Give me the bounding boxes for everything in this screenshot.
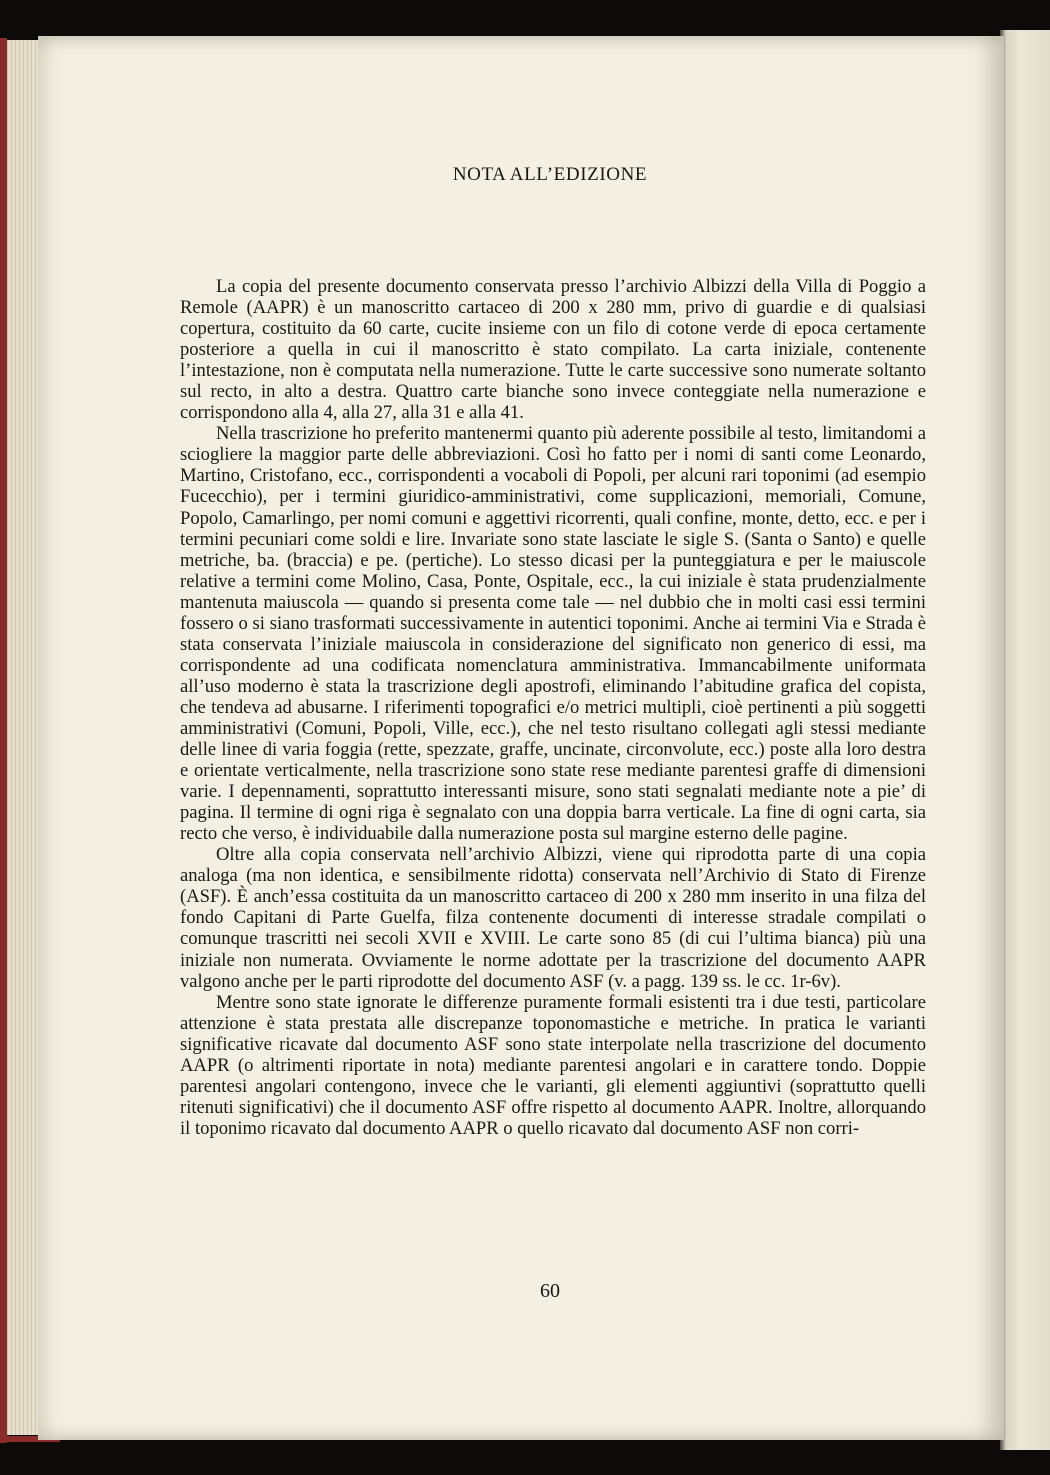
page-number: 60 <box>540 1280 560 1302</box>
book-cover-edge <box>0 38 7 1443</box>
paragraph: Nella trascrizione ho preferito mantenermi quanto più aderente possibile al testo, limitandomi a sciogliere la maggior parte delle abbreviazioni. Così ho fatto per i nomi di santi come Leonardo, Martino, Cristofano, ecc., corrispondenti a vocaboli di Popoli, per alcuni rari toponimi (ad esempio Fucecchio), per i termini giuridico-amministrativi, come supplicazioni, memoriali, Comune, Popolo, Camarlingo, per nomi comuni e aggettivi ricorrenti, quali confine, monte, detto, ecc. e per i termini pecuniari come soldi e lire. Invariate sono state lasciate le sigle S. (Santa o Santo) e quelle metriche, ba. (braccia) e pe. (pertiche). Lo stesso dicasi per la punteggiatura e per le maiuscole relative a termini come Molino, Casa, Ponte, Ospitale, ecc., la cui iniziale è stata prudenzialmente mantenuta maiuscola — quando si presenta come tale — nel dubbio che in molti casi essi termini fossero o si siano trasformati successivamente in autentici toponimi. Anche ai termini Via e Strada è stata conservata l’iniziale maiuscola in considerazione del significato non generico di essi, ma corrispondente ad una codificata nomenclatura amministrativa. Immancabilmente uniformata all’uso moderno è stata la trascrizione degli apostrofi, eliminando l’abitudine grafica del copista, che tendeva ad abusarne. I riferimenti topografici e/o metrici multipli, cioè pertinenti a più soggetti amministrativi (Comuni, Popoli, Ville, ecc.), che nel testo risultano collegati agli stessi mediante delle linee di varia foggia (rette, spezzate, graffe, uncinate, circonvolute, ecc.) poste alla loro destra e orientate verticalmente, nella trascrizione sono state rese mediante parentesi graffe di dimensioni varie. I depennamenti, soprattutto interessanti misure, sono stati segnalati mediante note a pie’ di pagina. Il termine di ogni riga è segnalato con una doppia barra verticale. La fine di ogni carta, sia recto che verso, è individuabile dalla numerazione posta sul margine esterno delle pagine. <box>180 423 926 845</box>
page-heading: NOTA ALL’EDIZIONE <box>452 164 648 185</box>
facing-page-edge <box>1000 30 1050 1450</box>
paragraph: Oltre alla copia conservata nell’archivio Albizzi, viene qui riprodotta parte di una copia analoga (ma non identica, e sensibilmente ridotta) conservata nell’Archivio di Stato di Firenze (ASF). È anch’essa costituita da un manoscritto cartaceo di 200 x 280 mm inserito in una filza del fondo Capitani di Parte Guelfa, filza contenente documenti di interesse stradale compilati o comunque trascritti nei secoli XVII e XVIII. Le carte sono 85 (di cui l’ultima bianca) più una iniziale non numerata. Ovviamente le norme adottate per la trascrizione del documento AAPR valgono anche per le parti riprodotte del documento ASF (v. a pagg. 139 ss. le cc. 1r-6v). <box>180 844 926 992</box>
body-text <box>180 276 926 1139</box>
paragraph: La copia del presente documento conservata presso l’archivio Albizzi della Villa di Poggio a Remole (AAPR) è un manoscritto cartaceo di 200 x 280 mm, privo di guardie e di qualsiasi copertura, costituito da 60 carte, cucite insieme con un filo di cotone verde di epoca certamente posteriore a quella in cui il manoscritto è stato compilato. La carta iniziale, contenente l’intestazione, non è computata nella numerazione. Tutte le carte successive sono numerate soltanto sul recto, in alto a destra. Quattro carte bianche sono invece conteggiate nella numerazione e corrispondono alla 4, alla 27, alla 31 e alla 41. <box>180 276 926 424</box>
paragraph: Mentre sono state ignorate le differenze puramente formali esistenti tra i due testi, particolare attenzione è stata prestata alle discrepanze toponomastiche e metriche. In pratica le varianti significative ricavate dal documento ASF sono state interpolate nella trascrizione del documento AAPR (o altrimenti riportate in nota) mediante parentesi angolari e in carattere tondo. Doppie parentesi angolari contengono, invece che le varianti, gli elementi aggiuntivi (soprattutto quelli ritenuti significativi) che il documento ASF offre rispetto al documento AAPR. Inoltre, allorquando il toponimo ricavato dal documento AAPR o quello ricavato dal documento ASF non corri- <box>180 991 926 1139</box>
